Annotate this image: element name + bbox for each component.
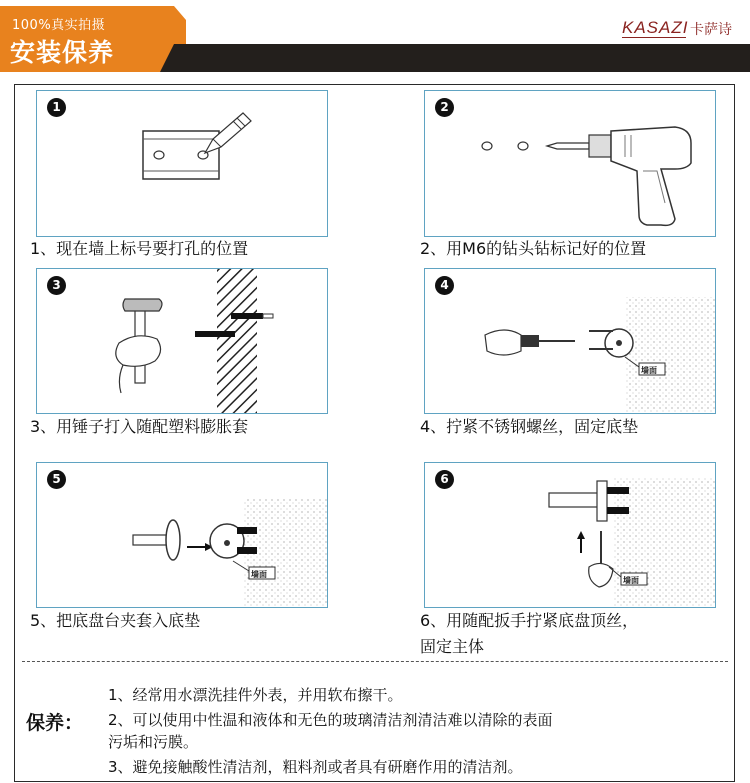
step-6-panel <box>424 462 716 608</box>
page-title: 安装保养 <box>10 38 115 67</box>
step-2-number: 2 <box>435 98 454 117</box>
page-header <box>0 0 750 72</box>
step-6-wall-tag: 墙面 <box>623 576 639 585</box>
section-divider <box>22 661 728 662</box>
step-1-caption: 1、现在墙上标号要打孔的位置 <box>30 239 249 258</box>
step-4-panel <box>424 268 716 414</box>
step-6-caption-line-1: 6、用随配扳手拧紧底盘顶丝， <box>420 611 639 630</box>
header-subtitle: 100%真实拍摄 <box>12 18 106 33</box>
tighten-screw-illustration <box>425 463 716 608</box>
care-label: 保养： <box>26 712 84 734</box>
hammer-anchor-illustration <box>37 269 328 414</box>
drill-illustration <box>425 91 716 237</box>
step-6-number: 6 <box>435 470 454 489</box>
step-5-panel <box>36 462 328 608</box>
step-4-number: 4 <box>435 276 454 295</box>
mark-wall-illustration <box>37 91 328 237</box>
step-5-caption: 5、把底盘台夹套入底垫 <box>30 611 201 630</box>
header-dark-bar <box>160 44 750 72</box>
step-2-caption: 2、用M6的钻头钻标记好的位置 <box>420 239 647 258</box>
step-3-number: 3 <box>47 276 66 295</box>
step-2-panel <box>424 90 716 237</box>
step-3-caption: 3、用锤子打入随配塑料膨胀套 <box>30 417 249 436</box>
step-5-number: 5 <box>47 470 66 489</box>
brand-logo-underline <box>622 37 686 38</box>
step-4-caption: 4、拧紧不锈钢螺丝，固定底垫 <box>420 417 639 436</box>
care-item-3: 3、避免接触酸性清洁剂，粗料剂或者具有研磨作用的清洁剂。 <box>108 758 523 776</box>
step-1-number: 1 <box>47 98 66 117</box>
step-5-wall-tag: 墙面 <box>251 570 267 579</box>
step-4-wall-tag: 墙面 <box>641 366 657 375</box>
step-1-panel <box>36 90 328 237</box>
screwdriver-illustration <box>425 269 716 414</box>
step-3-panel <box>36 268 328 414</box>
care-item-2: 2、可以使用中性温和液体和无色的玻璃清洁剂清洁难以清除的表面 <box>108 711 553 729</box>
brand-logo <box>622 18 688 38</box>
step-6-caption-line-2: 固定主体 <box>420 637 485 656</box>
care-item-1: 1、经常用水漂洗挂件外表，并用软布擦干。 <box>108 686 403 704</box>
brand-logo-text: KASAZI <box>622 18 689 37</box>
care-item-2-continued: 污垢和污膜。 <box>108 733 199 751</box>
mount-base-illustration <box>37 463 328 608</box>
brand-name: 卡萨诗 <box>690 22 732 38</box>
